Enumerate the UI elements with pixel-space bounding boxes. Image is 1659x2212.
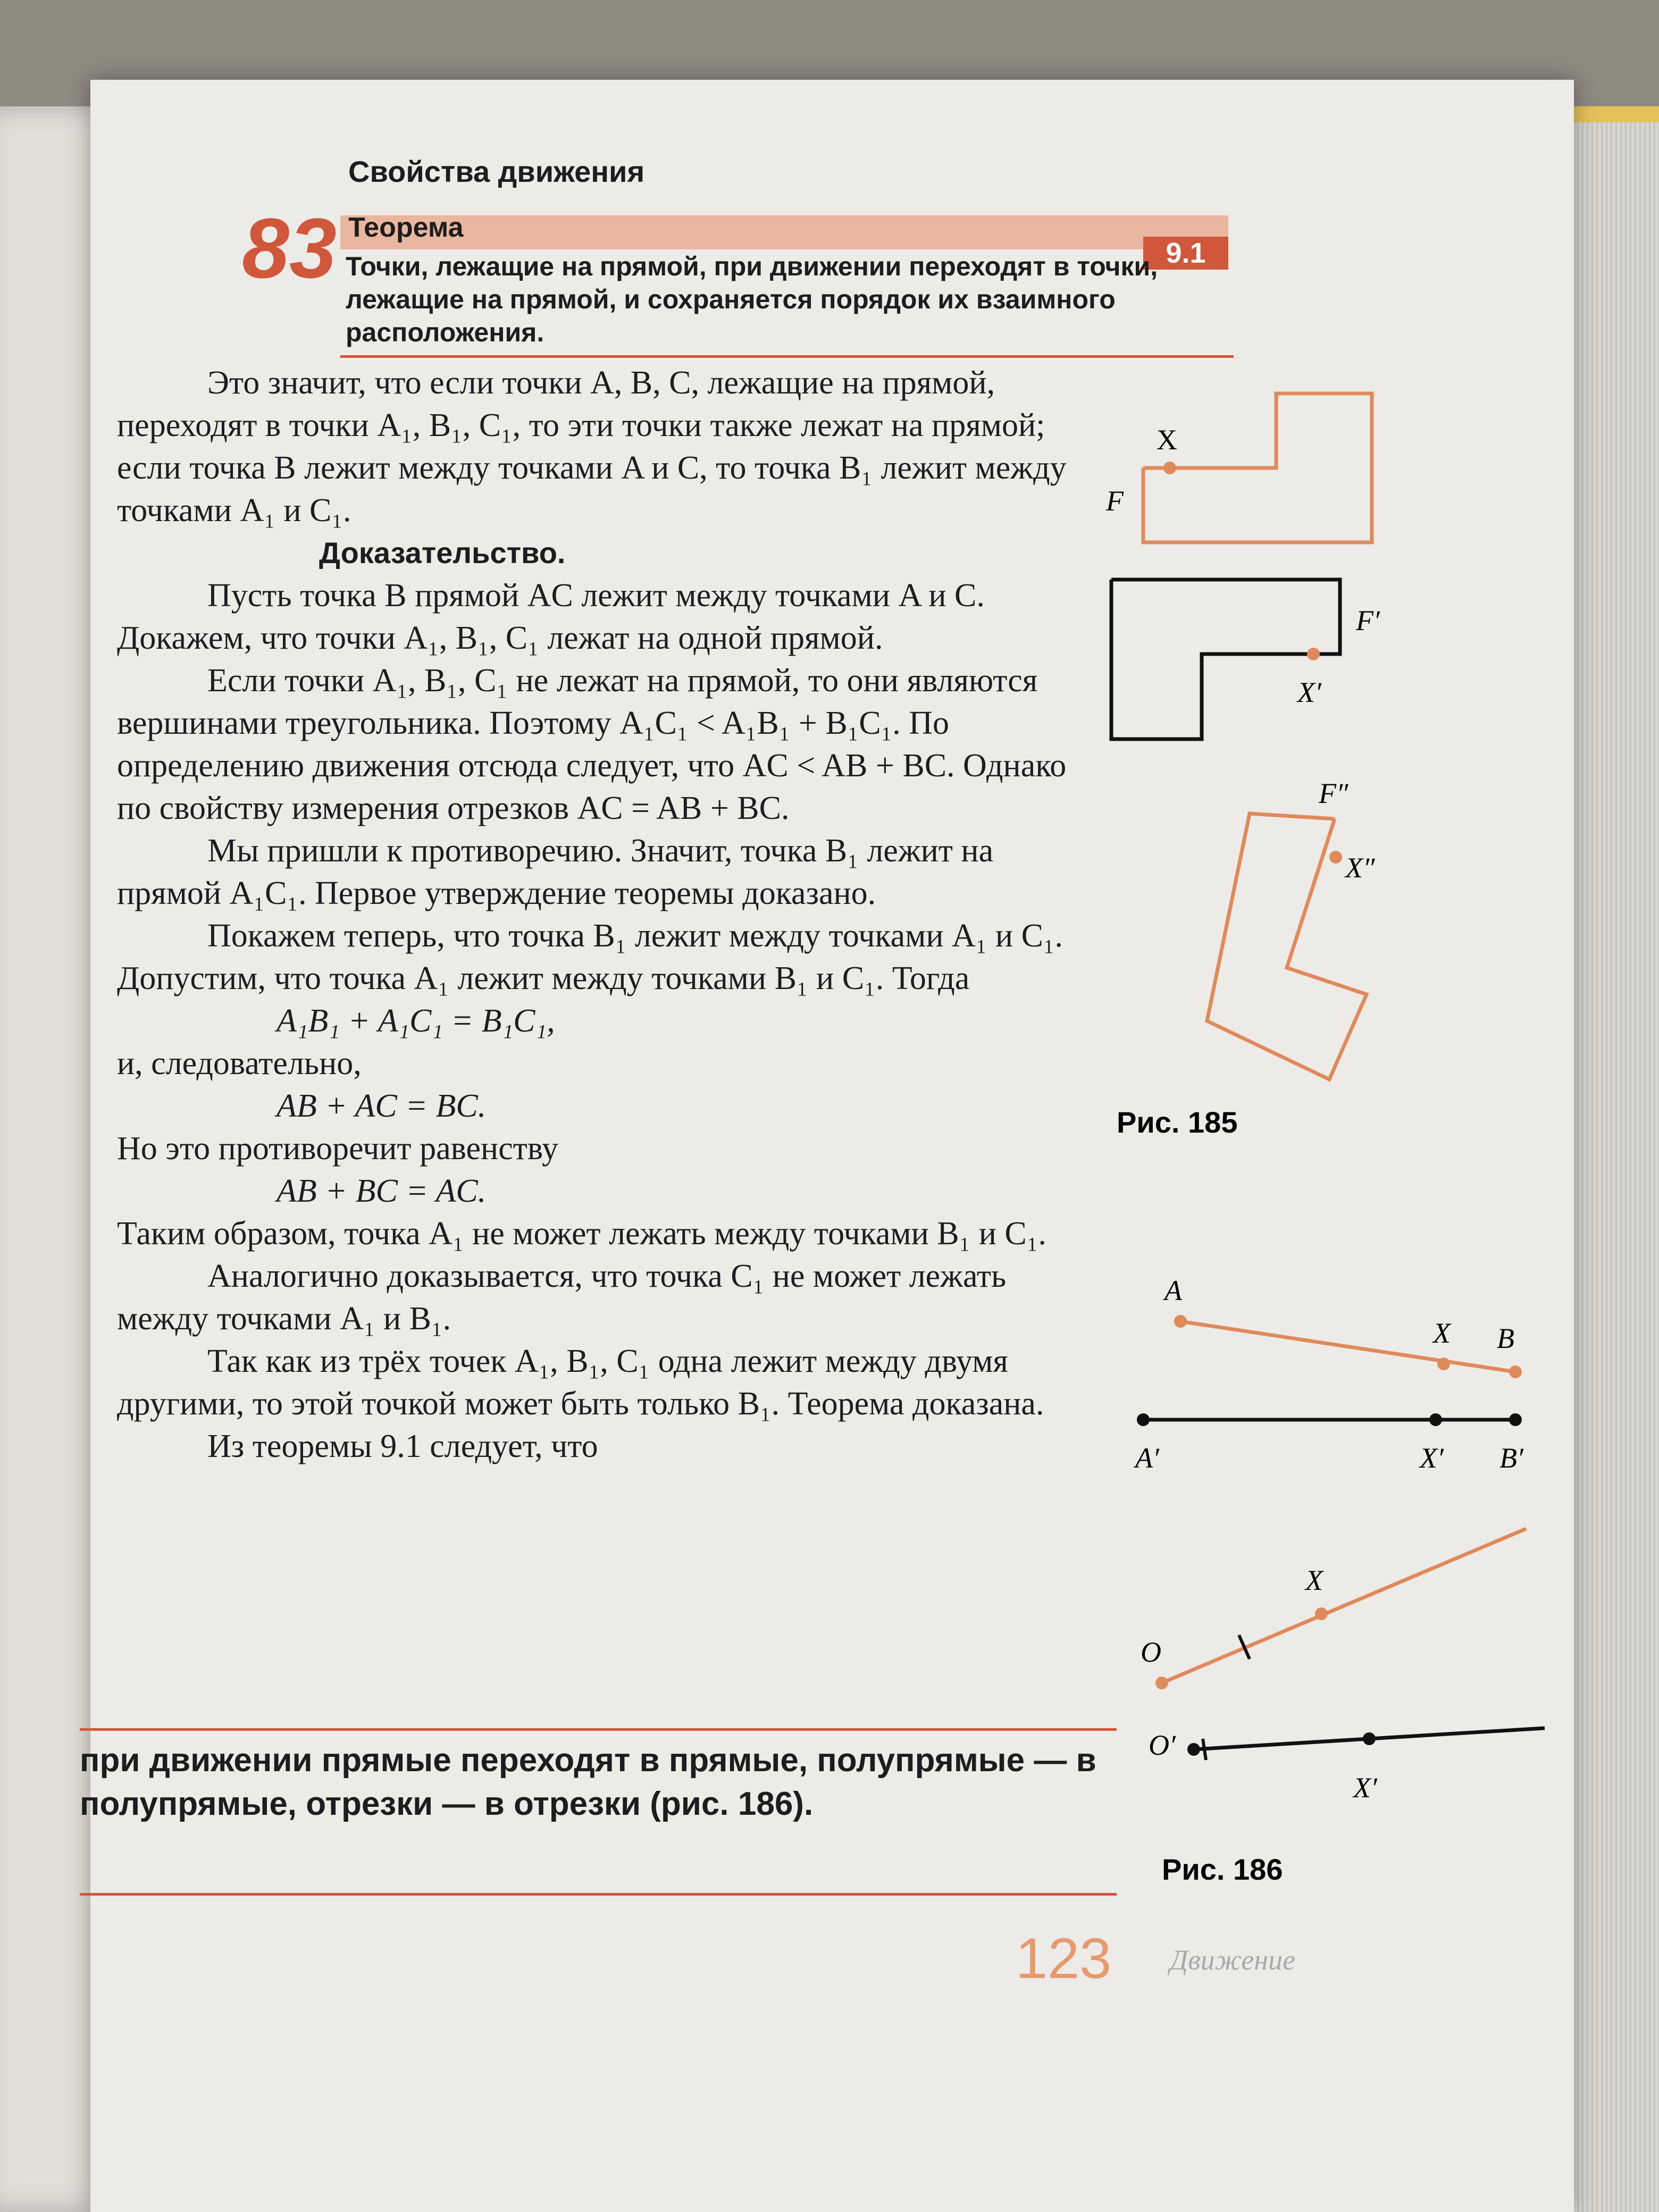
paragraph: Мы пришли к противоречию. Значит, точка B₁ лежит на прямой A₁C₁. Первое утверждение теоремы доказано. xyxy=(117,833,994,911)
theorem-number: 9.1 xyxy=(1143,237,1228,270)
fig185-label-x: X xyxy=(1157,424,1177,456)
section-title: Свойства движения xyxy=(348,155,645,188)
paragraph: Таким образом, точка A₁ не может лежать между точками B₁ и C₁. xyxy=(117,1216,1046,1252)
fig186-label-x2: X xyxy=(1305,1564,1323,1596)
fig186-ray-ox xyxy=(1162,1529,1526,1683)
section-number: 83 xyxy=(242,200,337,296)
fig185-shape-f1 xyxy=(1111,580,1340,739)
fig185-point-x xyxy=(1163,462,1176,474)
fig186-point-a xyxy=(1174,1315,1187,1328)
paragraph: Аналогично доказывается, что точка C₁ не может лежать между точками A₁ и B₁. xyxy=(117,1258,1007,1337)
paragraph: Пусть точка B прямой AC лежит между точками A и C. Докажем, что точки A₁, B₁, C₁ лежат на одной прямой. xyxy=(117,577,985,656)
fig186-point-x1 xyxy=(1429,1413,1442,1426)
paragraph: Если точки A₁, B₁, C₁ не лежат на прямой, то они являются вершинами треугольника. Поэтому A₁C₁ < A₁B₁ + B₁C₁. По определению движения отсюда следует, что AC < AB + BC. Однако по свойству измерения отрезков AC = AB + BC. xyxy=(117,663,1067,826)
fig186-label-x: X xyxy=(1433,1317,1451,1349)
formula: AB + BC = AC. xyxy=(276,1173,487,1209)
fig186-tick-2 xyxy=(1203,1739,1206,1760)
fig186-label-x1: X′ xyxy=(1420,1442,1444,1474)
fig186-label-o: O xyxy=(1141,1636,1161,1668)
theorem-statement: Точки, лежащие на прямой, при движении переходят в точки, лежащие на прямой, и сохраняется порядок их взаимного расположения. xyxy=(346,252,1158,347)
running-title: Движение xyxy=(1170,1944,1296,1976)
fig186-point-b1 xyxy=(1509,1413,1522,1426)
fig186-point-a1 xyxy=(1137,1413,1150,1426)
fig186-label-a: A xyxy=(1164,1275,1182,1306)
formula: AB + AC = BC. xyxy=(276,1088,487,1124)
fig186-label-b: B xyxy=(1497,1322,1514,1354)
fig186-point-x xyxy=(1437,1358,1450,1370)
fig186-label-o1: O′ xyxy=(1149,1729,1176,1761)
page-number: 123 xyxy=(1016,1926,1112,1990)
fig185-label-f: F xyxy=(1106,485,1124,517)
fig185-caption: Рис. 185 xyxy=(1117,1105,1238,1139)
fig185-point-x1 xyxy=(1307,648,1320,660)
fig185-label-f2: F″ xyxy=(1319,777,1348,809)
paragraph: Из теоремы 9.1 следует, что xyxy=(207,1428,598,1464)
fig185-label-x1: X′ xyxy=(1297,676,1321,708)
fig185-point-x2 xyxy=(1329,851,1342,864)
theorem-label: Теорема xyxy=(348,212,464,243)
proof-heading: Доказательство. xyxy=(319,536,566,569)
conclusion-text: при движении прямые переходят в прямые, полупрямые — в полупрямые, отрезки — в отрезки (рис. 186). xyxy=(80,1742,1096,1822)
fig186-segment-ab xyxy=(1180,1321,1515,1372)
paragraph: Но это противоречит равенству xyxy=(117,1130,558,1167)
formula: A₁B₁ + A₁C₁ = B₁C₁, xyxy=(276,1003,555,1039)
fig185-shape-f xyxy=(1143,393,1372,542)
fig186-label-a1: A′ xyxy=(1135,1442,1159,1474)
fig186-point-b xyxy=(1509,1365,1522,1378)
fig186-point-o xyxy=(1155,1677,1168,1689)
fig185-shape-f2 xyxy=(1207,814,1367,1079)
paragraph: Это значит, что если точки A, B, C, лежащие на прямой, переходят в точки A₁, B₁, C₁, то эти точки также лежат на прямой; если точка B лежит между точками A и C, то точка B₁ лежит между точками A₁ и C₁. xyxy=(117,365,1067,529)
fig186-label-x3: X′ xyxy=(1353,1772,1377,1804)
paragraph: Покажем теперь, что точка B₁ лежит между точками A₁ и C₁. Допустим, что точка A₁ лежит между точками B₁ и C₁. Тогда xyxy=(117,918,1063,996)
paragraph: Так как из трёх точек A₁, B₁, C₁ одна лежит между двумя другими, то этой точкой может быть только B₁. Теорема доказана. xyxy=(117,1343,1044,1422)
fig185-label-f1: F′ xyxy=(1356,605,1380,636)
fig186-point-x3 xyxy=(1363,1732,1376,1745)
fig186-label-b1: B′ xyxy=(1499,1442,1523,1474)
fig186-point-o1 xyxy=(1187,1743,1200,1756)
fig185-label-x2: X″ xyxy=(1345,852,1375,884)
fig186-point-x2 xyxy=(1315,1607,1328,1620)
paragraph: и, следовательно, xyxy=(117,1045,362,1082)
fig186-caption: Рис. 186 xyxy=(1162,1853,1283,1886)
